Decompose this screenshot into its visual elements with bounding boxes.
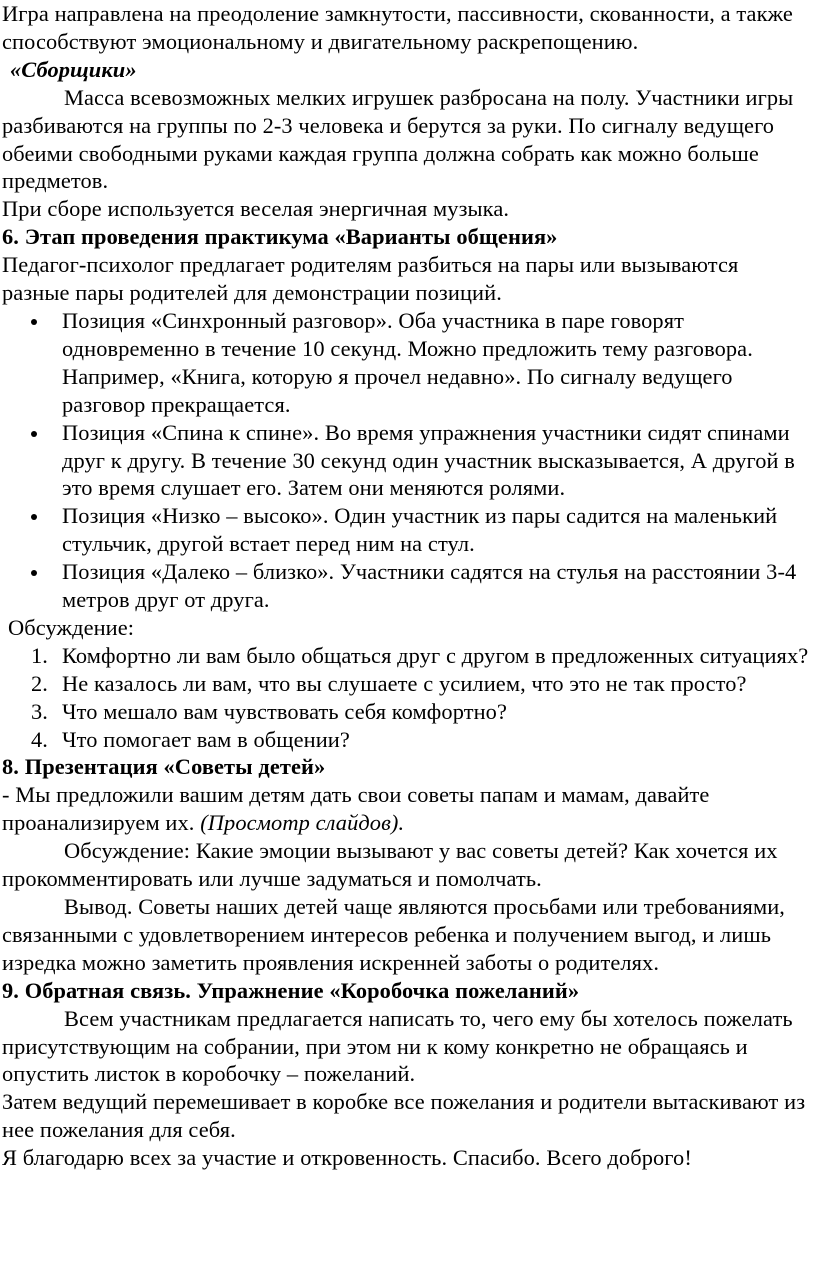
section-9-title: 9. Обратная связь. Упражнение «Коробочка пожеланий» [2, 977, 580, 1003]
section-8-conclusion: Вывод. Советы наших детей чаще являются просьбами или требованиями, связанными с удовлетворением интересов ребенка и получением выгод, и лишь изредка можно заметить проявления искренней заботы о родителях. [2, 894, 785, 975]
game-description: Масса всевозможных мелких игрушек разбросана на полу. Участники игры разбиваются на группы по 2-3 человека и берутся за руки. По сигналу ведущего обеими свободными руками каждая группа должна собрать как можно больше предметов. [2, 84, 794, 194]
position-text: Позиция «Низко – высоко». Один участник из пары садится на маленький стульчик, другой встает перед ним на стул. [62, 503, 778, 557]
game-title: «Сборщики» [10, 56, 137, 82]
intro-paragraph: Игра направлена на преодоление замкнутости, пассивности, скованности, а также способствуют эмоциональному и двигательному раскрепощению. [2, 1, 793, 54]
question-text: Что помогает вам в общении? [62, 726, 350, 752]
list-item [31, 670, 810, 698]
closing-text: Я благодарю всех за участие и откровенность. Спасибо. Всего доброго! [2, 1145, 692, 1171]
section-8-body: - Мы предложили вашим детям дать свои советы папам и мамам, давайте проанализируем их. [2, 782, 710, 836]
list-number: 3. [31, 698, 48, 724]
list-item [62, 558, 810, 614]
section-6-intro: Педагог-психолог предлагает родителям разбиться на пары или вызываются разные пары родителей для демонстрации позиций. [2, 252, 739, 306]
position-text: Позиция «Синхронный разговор». Оба участника в паре говорят одновременно в течение 10 секунд. Можно предложить тему разговора. Например, «Книга, которую я прочел недавно». По сигналу ведущего разговор прекращается. [62, 307, 753, 417]
list-item [62, 502, 810, 558]
question-text: Что мешало вам чувствовать себя комфортно? [62, 698, 507, 724]
list-number: 4. [31, 726, 48, 752]
section-8-italic-note: (Просмотр слайдов). [200, 810, 405, 836]
section-6-title: 6. Этап проведения практикума «Варианты общения» [2, 224, 558, 250]
questions-list [2, 642, 810, 754]
list-item [62, 307, 810, 419]
section-9-text: Всем участникам предлагается написать то, чего ему бы хотелось пожелать присутствующим на собрании, при этом ни к кому конкретно не обращаясь и опустить листок в коробочку – пожеланий. [2, 1005, 793, 1087]
list-item [31, 642, 810, 670]
bullet-icon [31, 431, 37, 437]
list-item [31, 698, 810, 726]
bullet-icon [31, 570, 37, 576]
bullet-icon [31, 319, 37, 325]
music-note: При сборе используется веселая энергичная музыка. [2, 196, 510, 222]
section-9-text-2: Затем ведущий перемешивает в коробке все пожелания и родители вытаскивают из нее пожелания для себя. [2, 1089, 806, 1143]
position-text: Позиция «Далеко – близко». Участники садятся на стулья на расстоянии 3-4 метров друг от друга. [62, 559, 797, 613]
question-text: Комфортно ли вам было общаться друг с другом в предложенных ситуациях? [62, 642, 809, 668]
section-8-title: 8. Презентация «Советы детей» [2, 754, 326, 780]
bullet-icon [31, 514, 37, 520]
list-item [31, 726, 810, 754]
discussion-label: Обсуждение: [8, 614, 135, 640]
position-text: Позиция «Спина к спине». Во время упражнения участники сидят спинами друг к другу. В течение 30 секунд один участник высказывается, А другой в это время слушает его. Затем они меняются ролями. [62, 419, 795, 501]
list-number: 1. [31, 642, 48, 668]
positions-list [2, 307, 810, 614]
list-item [62, 419, 810, 503]
list-number: 2. [31, 670, 48, 696]
section-8-text [2, 781, 810, 837]
question-text: Не казалось ли вам, что вы слушаете с усилием, что это не так просто? [62, 670, 747, 696]
section-8-discussion: Обсуждение: Какие эмоции вызывают у вас советы детей? Как хочется их прокомментировать или лучше задуматься и помолчать. [2, 838, 778, 892]
